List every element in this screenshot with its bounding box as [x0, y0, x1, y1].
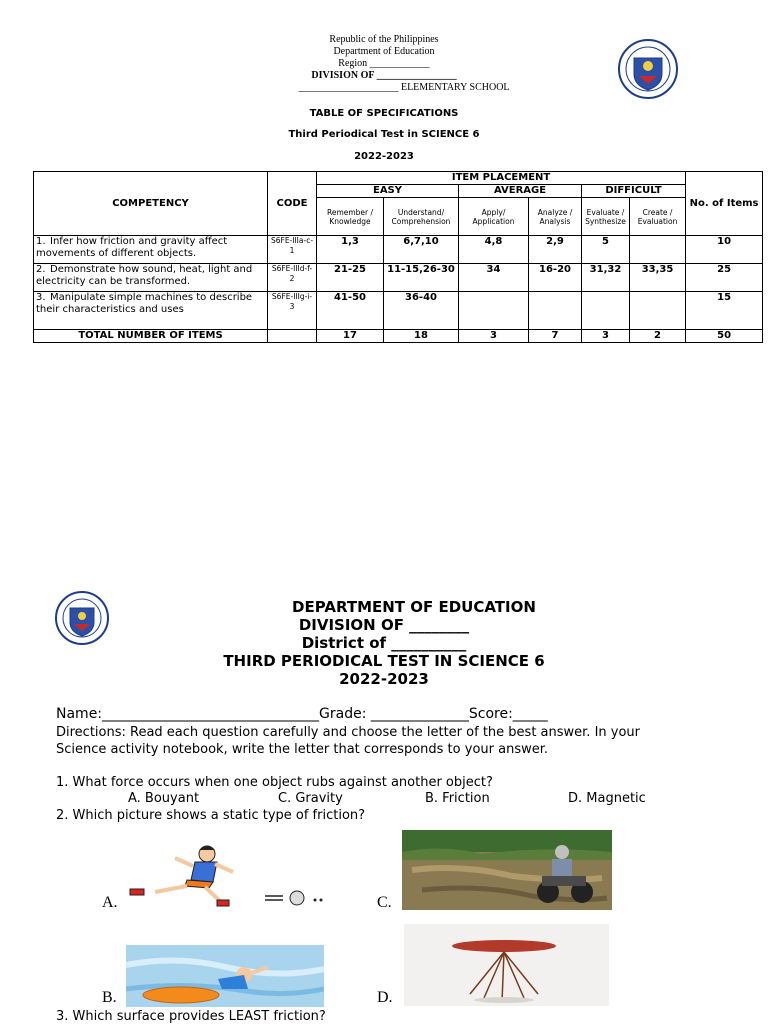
- remember-cell: 41-50: [317, 292, 384, 330]
- q1-choice-d: D. Magnetic: [568, 791, 646, 806]
- understand-cell: 6,7,10: [384, 236, 459, 264]
- school-text: ____________________ ELEMENTARY SCHOOL: [298, 82, 510, 93]
- q1-choice-c: C. Gravity: [278, 791, 343, 806]
- evaluate-cell: 31,32: [582, 264, 630, 292]
- analyze-cell: 16-20: [529, 264, 582, 292]
- test-dept: DEPARTMENT OF EDUCATION: [292, 598, 536, 616]
- q2-label-b: B.: [102, 989, 117, 1006]
- total-remember: 17: [317, 330, 384, 343]
- understand-subheader: Understand/ Comprehension: [384, 198, 459, 236]
- total-evaluate: 3: [582, 330, 630, 343]
- item-placement-header: ITEM PLACEMENT: [317, 172, 686, 185]
- create-cell: [630, 292, 686, 330]
- total-code-cell: [268, 330, 317, 343]
- directions-line-2: Science activity notebook, write the letter that corresponds to your answer.: [56, 742, 549, 757]
- department-text: Department of Education: [333, 46, 435, 57]
- create-subheader: Create / Evaluation: [630, 198, 686, 236]
- test-name: Third Periodical Test in SCIENCE 6: [288, 129, 480, 140]
- apply-cell: 34: [459, 264, 529, 292]
- total-items: 50: [686, 330, 763, 343]
- understand-cell: 11-15,26-30: [384, 264, 459, 292]
- q2-label-d: D.: [377, 989, 393, 1006]
- apply-cell: 4,8: [459, 236, 529, 264]
- school-year: 2022-2023: [354, 151, 414, 162]
- remember-cell: 21-25: [317, 264, 384, 292]
- items-cell: 10: [686, 236, 763, 264]
- round-table-photo: [404, 924, 609, 1006]
- analyze-cell: 2,9: [529, 236, 582, 264]
- analyze-subheader: Analyze / Analysis: [529, 198, 582, 236]
- apply-subheader: Apply/ Application: [459, 198, 529, 236]
- total-label: TOTAL NUMBER OF ITEMS: [34, 330, 268, 343]
- boy-rolling-ball-picture: [125, 840, 335, 912]
- test-year: 2022-2023: [339, 670, 429, 688]
- total-apply: 3: [459, 330, 529, 343]
- total-row: [34, 330, 763, 343]
- test-title: THIRD PERIODICAL TEST IN SCIENCE 6: [223, 652, 545, 670]
- competency-cell: 3. Manipulate simple machines to describe their characteristics and uses: [34, 292, 268, 330]
- analyze-cell: [529, 292, 582, 330]
- remember-cell: 1,3: [317, 236, 384, 264]
- q1-choice-b: B. Friction: [425, 791, 490, 806]
- table-row: [34, 292, 763, 330]
- test-division: DIVISION OF ________: [298, 616, 470, 634]
- code-cell: S6FE-IIIa-c-1: [268, 236, 317, 264]
- code-header: CODE: [268, 172, 317, 236]
- evaluate-subheader: Evaluate / Synthesize: [582, 198, 630, 236]
- q2-label-a: A.: [102, 894, 118, 911]
- items-cell: 25: [686, 264, 763, 292]
- question-1: 1. What force occurs when one object rubs against another object?: [56, 775, 493, 790]
- competency-cell: 2. Demonstrate how sound, heat, light and electricity can be transformed.: [34, 264, 268, 292]
- items-cell: 15: [686, 292, 763, 330]
- easy-header: EASY: [317, 185, 459, 198]
- competency-header: COMPETENCY: [34, 172, 268, 236]
- remember-subheader: Remember / Knowledge: [317, 198, 384, 236]
- specification-table: [33, 171, 763, 343]
- test-district: District of __________: [301, 634, 467, 652]
- deped-seal-icon: [615, 38, 681, 100]
- directions-line-1: Directions: Read each question carefully and choose the letter of the best answer. In your: [56, 725, 641, 740]
- child-water-slide-photo: [126, 945, 324, 1007]
- question-3: 3. Which surface provides LEAST friction?: [56, 1009, 326, 1024]
- total-analyze: 7: [529, 330, 582, 343]
- table-row: [34, 264, 763, 292]
- create-cell: [630, 236, 686, 264]
- republic-text: Republic of the Philippines: [329, 34, 439, 45]
- apply-cell: [459, 292, 529, 330]
- region-text: Region ____________: [338, 58, 430, 69]
- q2-label-c: C.: [377, 894, 392, 911]
- code-cell: S6FE-IIIg-i-3: [268, 292, 317, 330]
- question-2: 2. Which picture shows a static type of friction?: [56, 808, 366, 823]
- division-text: DIVISION OF ________________: [311, 70, 457, 81]
- total-create: 2: [630, 330, 686, 343]
- code-cell: S6FE-IIId-f-2: [268, 264, 317, 292]
- evaluate-cell: [582, 292, 630, 330]
- understand-cell: 36-40: [384, 292, 459, 330]
- average-header: AVERAGE: [459, 185, 582, 198]
- competency-cell: 1. Infer how friction and gravity affect movements of different objects.: [34, 236, 268, 264]
- q1-choice-a: A. Bouyant: [128, 791, 200, 806]
- motorcycle-mud-photo: [402, 830, 612, 910]
- name-grade-score-line: Name:_______________________________Grade: ______________Score:_____: [56, 706, 548, 722]
- table-title: TABLE OF SPECIFICATIONS: [309, 108, 459, 119]
- evaluate-cell: 5: [582, 236, 630, 264]
- total-understand: 18: [384, 330, 459, 343]
- no-items-header: No. of Items: [686, 172, 763, 236]
- create-cell: 33,35: [630, 264, 686, 292]
- table-row: [34, 236, 763, 264]
- difficult-header: DIFFICULT: [582, 185, 686, 198]
